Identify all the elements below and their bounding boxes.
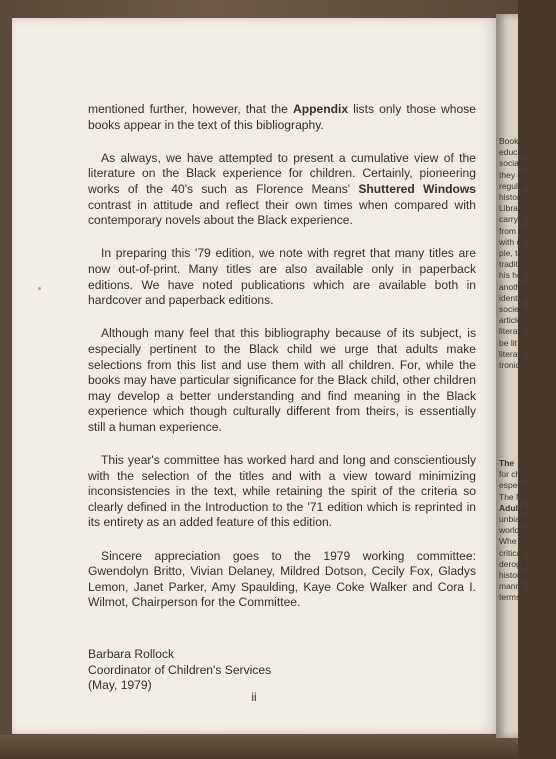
- next-page-edge: [496, 14, 529, 738]
- paper-speck: [38, 287, 41, 290]
- edge-text-line: educat: [499, 147, 525, 158]
- edge-text-line: deroga: [499, 558, 526, 569]
- edge-text-line: Whe: [499, 536, 517, 547]
- edge-text-line: carry t: [499, 214, 523, 225]
- edge-text-line: social: [499, 158, 521, 169]
- book-title-bold: Shuttered Windows: [358, 181, 476, 196]
- next-page-text-bottom: [496, 458, 556, 604]
- edge-text-line: be lit: [499, 337, 517, 348]
- binder-board-bottom: [0, 735, 518, 759]
- edge-text-line: Adults.: [499, 502, 528, 513]
- edge-text-line: literatu: [499, 348, 525, 359]
- edge-text-line: world.: [499, 525, 522, 536]
- edge-text-line: traditic: [499, 259, 525, 270]
- edge-text-line: Library: [499, 203, 525, 214]
- edge-text-line: historic: [499, 570, 526, 581]
- edge-text-line: unbiase: [499, 514, 529, 525]
- edge-text-line: with ot: [499, 236, 524, 247]
- edge-text-line: especia: [499, 480, 529, 491]
- edge-text-line: history: [499, 192, 525, 203]
- paragraph-cumulative-view: [88, 151, 476, 229]
- paragraph-text: contrast in attitude and reflect their own times when compared with contemporary novels about the Black experience.: [88, 197, 476, 228]
- paragraph-text: As always, we have attempted to present a cumulative view of the literature on the Black experience for children. Certainly, pioneering works of the 40's such as Florence Means': [88, 150, 476, 196]
- edge-text-line: ple, to: [499, 248, 523, 259]
- page-number: ii: [251, 690, 257, 704]
- edge-text-line: critical: [499, 547, 524, 558]
- paragraph-committee-work: This year's committee has worked hard and long and conscientiously with the selection of the titles and with a view toward minimizing inconsistencies in the text, while retaining the spirit of the criteria so clearly defined in the Introduction to the '71 edition which is reprinted in its entirety as an added feature of this edition.: [88, 453, 476, 530]
- next-page-text-top: [496, 136, 556, 371]
- signature-block: [88, 647, 476, 694]
- edge-text-line: from th: [499, 225, 526, 236]
- edge-text-line: The Ne: [499, 491, 527, 502]
- edge-text-line: literatu: [499, 326, 525, 337]
- edge-text-line: his her: [499, 270, 525, 281]
- paragraph-subject-note: Although many feel that this bibliography because of its subject, is especially pertinent to the Black child we urge that adults make selections from this list and use them with all children. For, while the books may have particular significance for the Black child, other children may develop a better understanding and find meaning in the Black experience which though culturally different from theirs, is essentially still a human experience.: [88, 326, 476, 434]
- book-page: [12, 18, 496, 734]
- signature-name: Barbara Rollock: [88, 647, 175, 661]
- edge-text-line: article: [499, 315, 522, 326]
- signature-date: (May, 1979): [88, 678, 152, 693]
- paragraph-edition-note: In preparing this '79 edition, we note with regret that many titles are now out-of-print. Many titles are also available only in paperback editions. We have noted publications which are available both in hardcover and paperback editions.: [88, 246, 476, 308]
- edge-text-line: Book: [499, 136, 519, 146]
- edge-text-line: society: [499, 304, 526, 315]
- edge-text-line: The: [499, 458, 515, 468]
- edge-text-line: tronic: [499, 360, 520, 371]
- paragraph-appreciation: Sincere appreciation goes to the 1979 working committee: Gwendolyn Britto, Vivian Delaney, Mildred Dotson, Cecily Fox, Gladys Lemon, Janet Parker, Amy Spaulding, Kaye Coke Walker and Cora I. Wilmot, Chairperson for the Committee.: [88, 548, 476, 610]
- edge-text-line: they re: [499, 169, 525, 180]
- appendix-bold: Appendix: [292, 102, 349, 116]
- page-body: [88, 102, 476, 694]
- edge-text-line: identity: [499, 292, 526, 303]
- signature-title: Coordinator of Children's Services: [88, 662, 272, 677]
- edge-text-line: anothe: [499, 281, 525, 292]
- edge-text-line: terms: [499, 592, 521, 603]
- paragraph-text: lists only those whose books appear in the text of this bibliography.: [88, 102, 476, 132]
- edge-text-line: regular: [499, 180, 526, 191]
- edge-text-line: for chi: [499, 469, 523, 480]
- edge-text-line: manne: [499, 581, 525, 592]
- paragraph-text: mentioned further, however, that the: [88, 102, 293, 116]
- paragraph-appendix-note: [88, 102, 476, 133]
